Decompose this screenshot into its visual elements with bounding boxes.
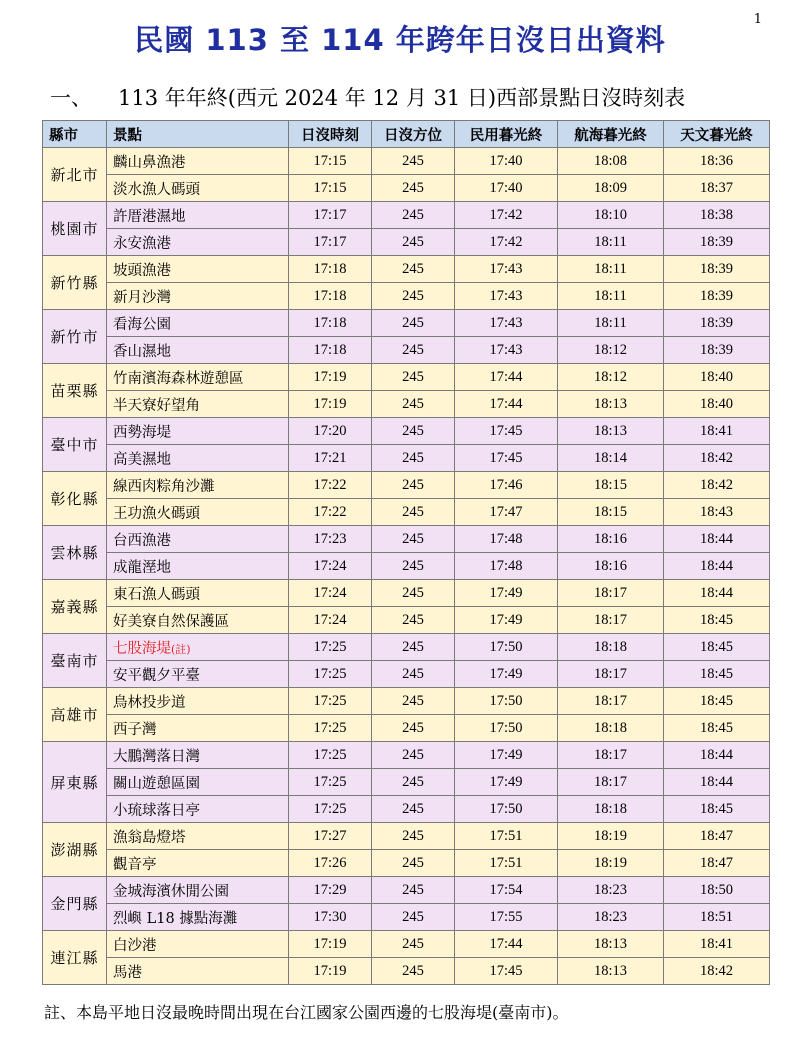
page-number: 1 [753, 12, 762, 27]
spot-name: 台西漁港 [113, 532, 171, 549]
sunset-azimuth-cell: 245 [372, 823, 455, 850]
spot-cell [107, 283, 289, 310]
astronomical-twilight-cell: 18:44 [664, 526, 770, 553]
astronomical-twilight-cell: 18:45 [664, 796, 770, 823]
sunset-azimuth-cell: 245 [372, 337, 455, 364]
civil-twilight-cell: 17:40 [455, 148, 558, 175]
astronomical-twilight-cell: 18:45 [664, 688, 770, 715]
spot-name: 觀音亭 [113, 856, 157, 873]
astronomical-twilight-cell: 18:39 [664, 256, 770, 283]
sunset-time-cell: 17:18 [289, 337, 372, 364]
nautical-twilight-cell: 18:17 [558, 580, 664, 607]
sunset-azimuth-cell: 245 [372, 715, 455, 742]
section-subtitle [50, 82, 685, 112]
civil-twilight-cell: 17:49 [455, 607, 558, 634]
table-row [43, 148, 770, 175]
header-nautical-twilight: 航海暮光終 [558, 121, 664, 148]
nautical-twilight-cell: 18:18 [558, 715, 664, 742]
spot-cell [107, 310, 289, 337]
nautical-twilight-cell: 18:15 [558, 472, 664, 499]
table-row [43, 580, 770, 607]
sunset-azimuth-cell: 245 [372, 661, 455, 688]
sunset-azimuth-cell: 245 [372, 148, 455, 175]
civil-twilight-cell: 17:43 [455, 337, 558, 364]
sunset-azimuth-cell: 245 [372, 796, 455, 823]
spot-name: 安平觀夕平臺 [113, 667, 200, 684]
sunset-time-cell: 17:26 [289, 850, 372, 877]
sunset-time-cell: 17:15 [289, 148, 372, 175]
spot-name: 許厝港濕地 [113, 208, 186, 225]
astronomical-twilight-cell: 18:39 [664, 283, 770, 310]
spot-cell [107, 958, 289, 985]
county-cell: 新竹縣 [43, 256, 107, 310]
civil-twilight-cell: 17:44 [455, 364, 558, 391]
civil-twilight-cell: 17:45 [455, 958, 558, 985]
civil-twilight-cell: 17:49 [455, 661, 558, 688]
sunset-azimuth-cell: 245 [372, 904, 455, 931]
county-cell: 屏東縣 [43, 742, 107, 823]
county-cell: 新竹市 [43, 310, 107, 364]
section-index: 一、 [50, 86, 92, 110]
nautical-twilight-cell: 18:17 [558, 769, 664, 796]
sunset-time-cell: 17:25 [289, 769, 372, 796]
astronomical-twilight-cell: 18:45 [664, 715, 770, 742]
astronomical-twilight-cell: 18:43 [664, 499, 770, 526]
sunset-azimuth-cell: 245 [372, 634, 455, 661]
astronomical-twilight-cell: 18:44 [664, 742, 770, 769]
astronomical-twilight-cell: 18:47 [664, 850, 770, 877]
sunset-time-cell: 17:18 [289, 310, 372, 337]
nautical-twilight-cell: 18:14 [558, 445, 664, 472]
sunset-azimuth-cell: 245 [372, 931, 455, 958]
county-cell: 嘉義縣 [43, 580, 107, 634]
astronomical-twilight-cell: 18:42 [664, 472, 770, 499]
table-row [43, 445, 770, 472]
table-row [43, 553, 770, 580]
nautical-twilight-cell: 18:08 [558, 148, 664, 175]
table-row [43, 769, 770, 796]
spot-cell [107, 229, 289, 256]
sunset-time-cell: 17:19 [289, 364, 372, 391]
sunset-time-cell: 17:17 [289, 202, 372, 229]
spot-cell [107, 175, 289, 202]
spot-cell [107, 796, 289, 823]
table-row [43, 283, 770, 310]
sunset-time-cell: 17:25 [289, 688, 372, 715]
sunset-time-cell: 17:20 [289, 418, 372, 445]
nautical-twilight-cell: 18:11 [558, 229, 664, 256]
spot-name: 西勢海堤 [113, 424, 171, 441]
spot-name: 白沙港 [113, 937, 157, 954]
nautical-twilight-cell: 18:11 [558, 283, 664, 310]
sunset-schedule-table [42, 120, 770, 985]
spot-name: 成龍溼地 [113, 559, 171, 576]
sunset-azimuth-cell: 245 [372, 580, 455, 607]
spot-name: 淡水漁人碼頭 [113, 181, 200, 198]
table-row [43, 499, 770, 526]
table-row [43, 796, 770, 823]
table-row [43, 364, 770, 391]
sunset-azimuth-cell: 245 [372, 958, 455, 985]
spot-cell [107, 526, 289, 553]
nautical-twilight-cell: 18:13 [558, 391, 664, 418]
sunset-time-cell: 17:27 [289, 823, 372, 850]
sunset-azimuth-cell: 245 [372, 256, 455, 283]
spot-cell [107, 256, 289, 283]
spot-name: 大鵬灣落日灣 [113, 748, 200, 765]
astronomical-twilight-cell: 18:51 [664, 904, 770, 931]
astronomical-twilight-cell: 18:39 [664, 310, 770, 337]
spot-name: 線西肉粽角沙灘 [113, 478, 215, 495]
sunset-time-cell: 17:15 [289, 175, 372, 202]
astronomical-twilight-cell: 18:41 [664, 418, 770, 445]
spot-cell [107, 688, 289, 715]
civil-twilight-cell: 17:51 [455, 850, 558, 877]
spot-name: 好美寮自然保護區 [113, 613, 229, 630]
astronomical-twilight-cell: 18:44 [664, 580, 770, 607]
civil-twilight-cell: 17:50 [455, 634, 558, 661]
table-row [43, 904, 770, 931]
astronomical-twilight-cell: 18:44 [664, 769, 770, 796]
nautical-twilight-cell: 18:11 [558, 310, 664, 337]
sunset-time-cell: 17:22 [289, 499, 372, 526]
nautical-twilight-cell: 18:19 [558, 823, 664, 850]
table-row [43, 337, 770, 364]
sunset-time-cell: 17:29 [289, 877, 372, 904]
spot-name: 王功漁火碼頭 [113, 505, 200, 522]
nautical-twilight-cell: 18:18 [558, 634, 664, 661]
sunset-azimuth-cell: 245 [372, 202, 455, 229]
header-astronomical-twilight: 天文暮光終 [664, 121, 770, 148]
astronomical-twilight-cell: 18:40 [664, 364, 770, 391]
sunset-time-cell: 17:24 [289, 607, 372, 634]
sunset-time-cell: 17:24 [289, 580, 372, 607]
civil-twilight-cell: 17:47 [455, 499, 558, 526]
civil-twilight-cell: 17:44 [455, 931, 558, 958]
header-spot: 景點 [107, 121, 289, 148]
civil-twilight-cell: 17:43 [455, 310, 558, 337]
spot-cell [107, 472, 289, 499]
county-cell: 金門縣 [43, 877, 107, 931]
spot-name: 漁翁島燈塔 [113, 829, 186, 846]
nautical-twilight-cell: 18:17 [558, 607, 664, 634]
table-row [43, 526, 770, 553]
nautical-twilight-cell: 18:18 [558, 796, 664, 823]
sunset-azimuth-cell: 245 [372, 607, 455, 634]
spot-name: 看海公園 [113, 316, 171, 333]
astronomical-twilight-cell: 18:36 [664, 148, 770, 175]
sunset-time-cell: 17:22 [289, 472, 372, 499]
astronomical-twilight-cell: 18:44 [664, 553, 770, 580]
sunset-time-cell: 17:17 [289, 229, 372, 256]
nautical-twilight-cell: 18:17 [558, 661, 664, 688]
table-row [43, 688, 770, 715]
spot-cell [107, 337, 289, 364]
spot-name: 金城海濱休閒公園 [113, 883, 229, 900]
sunset-azimuth-cell: 245 [372, 310, 455, 337]
civil-twilight-cell: 17:54 [455, 877, 558, 904]
sunset-time-cell: 17:24 [289, 553, 372, 580]
civil-twilight-cell: 17:51 [455, 823, 558, 850]
nautical-twilight-cell: 18:11 [558, 256, 664, 283]
nautical-twilight-cell: 18:10 [558, 202, 664, 229]
sunset-time-cell: 17:18 [289, 256, 372, 283]
spot-cell [107, 850, 289, 877]
civil-twilight-cell: 17:55 [455, 904, 558, 931]
sunset-azimuth-cell: 245 [372, 742, 455, 769]
spot-cell [107, 877, 289, 904]
civil-twilight-cell: 17:42 [455, 229, 558, 256]
table-row [43, 391, 770, 418]
spot-cell [107, 607, 289, 634]
sunset-azimuth-cell: 245 [372, 877, 455, 904]
civil-twilight-cell: 17:43 [455, 256, 558, 283]
nautical-twilight-cell: 18:17 [558, 742, 664, 769]
table-header-row [43, 121, 770, 148]
table-row [43, 634, 770, 661]
sunset-time-cell: 17:18 [289, 283, 372, 310]
nautical-twilight-cell: 18:13 [558, 931, 664, 958]
county-cell: 高雄市 [43, 688, 107, 742]
footnote: 註、本島平地日沒最晚時間出現在台江國家公園西邊的七股海堤(臺南市)。 [44, 1003, 569, 1022]
civil-twilight-cell: 17:50 [455, 688, 558, 715]
sunset-azimuth-cell: 245 [372, 283, 455, 310]
table-row [43, 823, 770, 850]
county-cell: 新北市 [43, 148, 107, 202]
table-row [43, 418, 770, 445]
spot-cell [107, 202, 289, 229]
header-sunset-time: 日沒時刻 [289, 121, 372, 148]
table-row [43, 229, 770, 256]
civil-twilight-cell: 17:49 [455, 769, 558, 796]
table-body [43, 148, 770, 985]
spot-cell [107, 769, 289, 796]
sunset-azimuth-cell: 245 [372, 499, 455, 526]
table-row [43, 958, 770, 985]
table-row [43, 715, 770, 742]
header-sunset-azimuth: 日沒方位 [372, 121, 455, 148]
spot-name: 麟山鼻漁港 [113, 154, 186, 171]
astronomical-twilight-cell: 18:40 [664, 391, 770, 418]
astronomical-twilight-cell: 18:41 [664, 931, 770, 958]
astronomical-twilight-cell: 18:39 [664, 229, 770, 256]
county-cell: 臺南市 [43, 634, 107, 688]
section-heading: 113 年年終(西元 2024 年 12 月 31 日)西部景點日沒時刻表 [118, 86, 686, 110]
astronomical-twilight-cell: 18:39 [664, 337, 770, 364]
table-row [43, 931, 770, 958]
sunset-time-cell: 17:19 [289, 391, 372, 418]
table-row [43, 202, 770, 229]
spot-name: 永安漁港 [113, 235, 171, 252]
spot-cell [107, 661, 289, 688]
nautical-twilight-cell: 18:15 [558, 499, 664, 526]
sunset-time-cell: 17:23 [289, 526, 372, 553]
astronomical-twilight-cell: 18:45 [664, 607, 770, 634]
nautical-twilight-cell: 18:16 [558, 526, 664, 553]
civil-twilight-cell: 17:43 [455, 283, 558, 310]
spot-cell [107, 418, 289, 445]
nautical-twilight-cell: 18:12 [558, 337, 664, 364]
astronomical-twilight-cell: 18:45 [664, 634, 770, 661]
spot-cell [107, 364, 289, 391]
civil-twilight-cell: 17:42 [455, 202, 558, 229]
sunset-time-cell: 17:19 [289, 958, 372, 985]
astronomical-twilight-cell: 18:47 [664, 823, 770, 850]
nautical-twilight-cell: 18:19 [558, 850, 664, 877]
sunset-azimuth-cell: 245 [372, 229, 455, 256]
astronomical-twilight-cell: 18:37 [664, 175, 770, 202]
table-row [43, 256, 770, 283]
table-row [43, 877, 770, 904]
astronomical-twilight-cell: 18:50 [664, 877, 770, 904]
sunset-azimuth-cell: 245 [372, 175, 455, 202]
sunset-time-cell: 17:25 [289, 661, 372, 688]
spot-cell [107, 445, 289, 472]
spot-name: 東石漁人碼頭 [113, 586, 200, 603]
astronomical-twilight-cell: 18:42 [664, 445, 770, 472]
civil-twilight-cell: 17:45 [455, 418, 558, 445]
spot-cell [107, 715, 289, 742]
sunset-time-cell: 17:21 [289, 445, 372, 472]
civil-twilight-cell: 17:40 [455, 175, 558, 202]
civil-twilight-cell: 17:46 [455, 472, 558, 499]
nautical-twilight-cell: 18:12 [558, 364, 664, 391]
header-civil-twilight: 民用暮光終 [455, 121, 558, 148]
sunset-time-cell: 17:19 [289, 931, 372, 958]
county-cell: 彰化縣 [43, 472, 107, 526]
spot-cell [107, 931, 289, 958]
civil-twilight-cell: 17:50 [455, 715, 558, 742]
sunset-azimuth-cell: 245 [372, 553, 455, 580]
spot-cell [107, 823, 289, 850]
sunset-time-cell: 17:25 [289, 715, 372, 742]
sunset-time-cell: 17:25 [289, 796, 372, 823]
county-cell: 苗栗縣 [43, 364, 107, 418]
sunset-time-cell: 17:30 [289, 904, 372, 931]
civil-twilight-cell: 17:49 [455, 580, 558, 607]
spot-name: 西子灣 [113, 721, 157, 738]
spot-name: 馬港 [113, 964, 142, 981]
county-cell: 臺中市 [43, 418, 107, 472]
sunset-azimuth-cell: 245 [372, 418, 455, 445]
sunset-azimuth-cell: 245 [372, 472, 455, 499]
sunset-time-cell: 17:25 [289, 634, 372, 661]
spot-name: 新月沙灣 [113, 289, 171, 306]
sunset-azimuth-cell: 245 [372, 391, 455, 418]
county-cell: 桃園市 [43, 202, 107, 256]
astronomical-twilight-cell: 18:42 [664, 958, 770, 985]
spot-cell [107, 553, 289, 580]
spot-note-mark: (註) [171, 642, 191, 656]
table-row [43, 472, 770, 499]
spot-name: 烈嶼 L18 據點海灘 [113, 910, 238, 927]
nautical-twilight-cell: 18:13 [558, 958, 664, 985]
spot-cell [107, 391, 289, 418]
sunset-azimuth-cell: 245 [372, 364, 455, 391]
astronomical-twilight-cell: 18:45 [664, 661, 770, 688]
nautical-twilight-cell: 18:16 [558, 553, 664, 580]
nautical-twilight-cell: 18:23 [558, 877, 664, 904]
spot-cell [107, 904, 289, 931]
civil-twilight-cell: 17:50 [455, 796, 558, 823]
spot-cell [107, 580, 289, 607]
nautical-twilight-cell: 18:23 [558, 904, 664, 931]
spot-name: 半天寮好望角 [113, 397, 200, 414]
county-cell: 連江縣 [43, 931, 107, 985]
spot-name: 七股海堤 [113, 640, 171, 657]
spot-cell [107, 499, 289, 526]
sunset-azimuth-cell: 245 [372, 445, 455, 472]
table-row [43, 310, 770, 337]
civil-twilight-cell: 17:45 [455, 445, 558, 472]
spot-name: 關山遊憩區園 [113, 775, 200, 792]
table-row [43, 175, 770, 202]
table-row [43, 607, 770, 634]
spot-name: 香山濕地 [113, 343, 171, 360]
page-title: 民國 113 至 114 年跨年日沒日出資料 [134, 23, 666, 57]
nautical-twilight-cell: 18:09 [558, 175, 664, 202]
sunset-azimuth-cell: 245 [372, 769, 455, 796]
sunset-azimuth-cell: 245 [372, 688, 455, 715]
sunset-azimuth-cell: 245 [372, 526, 455, 553]
spot-cell [107, 148, 289, 175]
spot-name: 竹南濱海森林遊憩區 [113, 370, 244, 387]
sunset-time-cell: 17:25 [289, 742, 372, 769]
spot-cell [107, 634, 289, 661]
civil-twilight-cell: 17:44 [455, 391, 558, 418]
civil-twilight-cell: 17:48 [455, 526, 558, 553]
spot-name: 高美濕地 [113, 451, 171, 468]
spot-name: 鳥林投步道 [113, 694, 186, 711]
spot-cell [107, 742, 289, 769]
table-row [43, 742, 770, 769]
civil-twilight-cell: 17:49 [455, 742, 558, 769]
astronomical-twilight-cell: 18:38 [664, 202, 770, 229]
county-cell: 澎湖縣 [43, 823, 107, 877]
sunset-azimuth-cell: 245 [372, 850, 455, 877]
table-row [43, 850, 770, 877]
county-cell: 雲林縣 [43, 526, 107, 580]
spot-name: 小琉球落日亭 [113, 802, 200, 819]
header-county: 縣市 [43, 121, 107, 148]
nautical-twilight-cell: 18:13 [558, 418, 664, 445]
table-row [43, 661, 770, 688]
civil-twilight-cell: 17:48 [455, 553, 558, 580]
spot-name: 坡頭漁港 [113, 262, 171, 279]
nautical-twilight-cell: 18:17 [558, 688, 664, 715]
